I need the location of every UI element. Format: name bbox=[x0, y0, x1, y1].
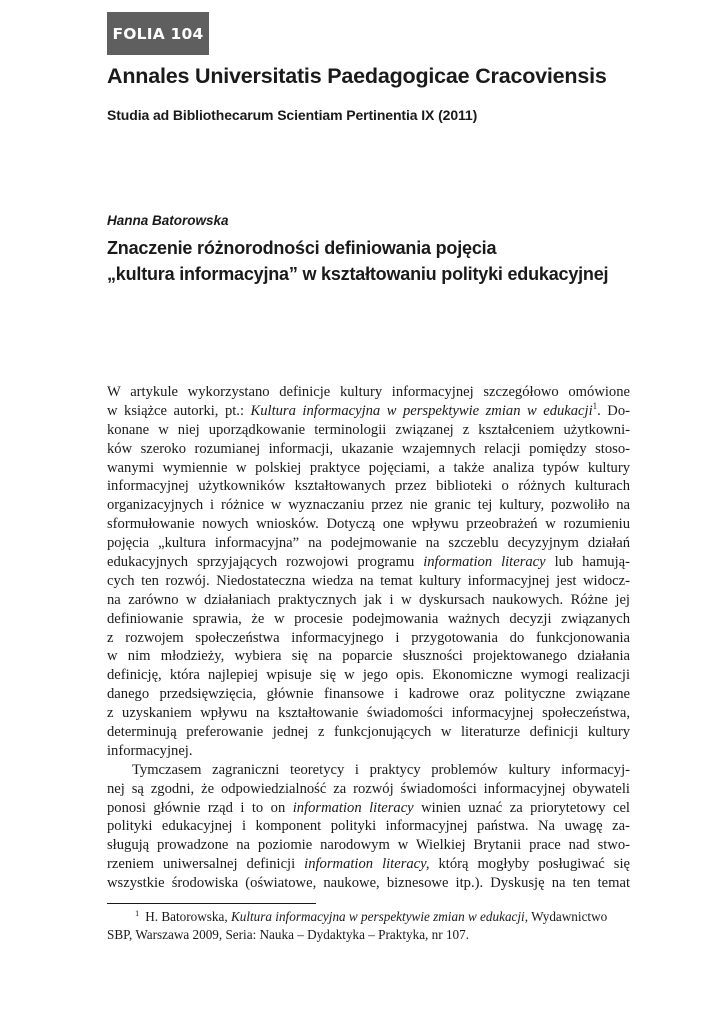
text-span: którą mogłyby posługiwać się bbox=[429, 856, 630, 873]
body-line: definiowanie sprawia, że w procesie podejmowania ważnych decyzji związanych bbox=[107, 610, 630, 627]
term-italic: information literacy bbox=[292, 799, 414, 816]
body-line: wszystkie środowiska (oświatowe, naukowe, biznesowe itp.). Dyskusję na ten temat bbox=[107, 875, 630, 892]
article-title-line: Znaczenie różnorodności definiowania pojęcia bbox=[107, 238, 497, 258]
body-line bbox=[107, 799, 630, 818]
text-span: w książce autorki, pt.: bbox=[107, 402, 251, 419]
body-line: polityki edukacyjnej i komponent polityki informacyjnej państwa. Na uwagę za- bbox=[107, 818, 630, 835]
body-line: nej są zgodni, że odpowiedzialność za rozwój świadomości informacyjnej obywateli bbox=[107, 780, 630, 797]
body-line: ków szeroko rozumianej informacji, ukazanie wzajemnych relacji pomiędzy stoso- bbox=[107, 440, 630, 457]
body-line: informacyjnej użytkowników kształtowanych przez biblioteki o różnych kulturach bbox=[107, 478, 630, 495]
footnote-ref[interactable]: 1 bbox=[592, 401, 598, 412]
body-line: organizacyjnych i różnice w wyznaczaniu przez nie granic tej kultury, pozwoliło na bbox=[107, 497, 630, 514]
book-title-italic: Kultura informacyjna w perspektywie zmian w edukacji bbox=[250, 402, 593, 419]
body-line: determinują preferowanie jednej z funkcjonujących w literaturze definicji kultury bbox=[107, 724, 630, 741]
footnote-number: 1 bbox=[135, 907, 140, 918]
text-span: rzeniem uniwersalnej definicji bbox=[107, 856, 305, 873]
book-title-italic: Kultura informacyjna w perspektywie zmian w edukacji bbox=[230, 909, 525, 924]
body-line: W artykule wykorzystano definicje kultury informacyjnej szczegółowo omówione bbox=[107, 384, 630, 400]
article-title bbox=[107, 235, 647, 287]
body-line: sformułowanie nowych wniosków. Dotyczą one wpływu przeobrażeń w rozumieniu bbox=[107, 516, 630, 533]
body-line: w nim młodzieży, wybiera się na poparcie słuszności projektowanego działania bbox=[107, 648, 630, 665]
folia-badge bbox=[107, 12, 209, 55]
footnote bbox=[107, 908, 630, 944]
body-line: definicję, która najlepiej wpisuje się w jego opis. Ekonomiczne wymogi realizacji bbox=[107, 667, 630, 684]
body-line bbox=[107, 855, 630, 874]
journal-title: Annales Universitatis Paedagogicae Cracoviensis bbox=[107, 64, 607, 88]
term-italic: information literacy bbox=[423, 554, 546, 571]
text-span: H. Batorowska, bbox=[145, 909, 231, 924]
body-line bbox=[107, 402, 630, 421]
body-line: cych ten rozwój. Niedostateczna wiedza na temat kultury informacyjnej jest widocz- bbox=[107, 572, 630, 589]
body-line: informacyjnej. bbox=[107, 742, 193, 759]
body-line: z uzyskaniem wpływu na kształtowanie świadomości informacyjnej społeczeństwa, bbox=[107, 705, 630, 722]
body-line: na zarówno w działaniach praktycznych jak i w dyskursach naukowych. Różne jej bbox=[107, 591, 630, 608]
body-line: Tymczasem zagraniczni teoretycy i praktycy problemów kultury informacyj- bbox=[132, 761, 630, 778]
body-line: wanymi wymiennie w polskiej praktyce pojęciami, a także analiza typów kultury bbox=[107, 459, 630, 476]
body-line: konane w niej uporządkowanie terminologii związanej z kształceniem użytkowni- bbox=[107, 421, 630, 438]
body-line: sługują prowadzone na poziomie narodowym w Wielkiej Brytanii prace nad stwo- bbox=[107, 837, 630, 854]
folia-label: FOLIA 104 bbox=[112, 24, 204, 43]
text-span: . Do- bbox=[597, 402, 630, 419]
series-title: Studia ad Bibliothecarum Scientiam Pertinentia IX (2011) bbox=[107, 107, 478, 123]
term-italic: information literacy, bbox=[304, 856, 430, 873]
body-line: danego przedsięwzięcia, głównie finansowe i kadrowe oraz polityczne związane bbox=[107, 686, 630, 703]
body-line: z rozwojem społeczeństwa informacyjnego i przygotowania do funkcjonowania bbox=[107, 629, 630, 646]
article-author: Hanna Batorowska bbox=[107, 213, 229, 228]
text-span: ponosi głównie rząd i to on bbox=[107, 799, 293, 816]
article-title-line: „kultura informacyjna” w kształtowaniu polityki edukacyjnej bbox=[107, 264, 609, 284]
text-span: lub hamują- bbox=[545, 554, 630, 571]
article-body bbox=[107, 383, 630, 893]
text-span: edukacyjnych sprzyjających rozwojowi programu bbox=[107, 554, 424, 571]
body-line: pojęcia „kultura informacyjna” na podejmowanie na szczeblu decyzyjnym działań bbox=[107, 535, 630, 552]
footnote-separator bbox=[107, 903, 316, 904]
text-span: winien uznać za priorytetowy cel bbox=[413, 799, 630, 816]
footnote-line: SBP, Warszawa 2009, Seria: Nauka – Dydaktyka – Praktyka, nr 107. bbox=[107, 927, 470, 942]
body-line bbox=[107, 553, 630, 572]
text-span: , Wydawnictwo bbox=[524, 909, 608, 924]
footnote-line bbox=[107, 908, 630, 926]
